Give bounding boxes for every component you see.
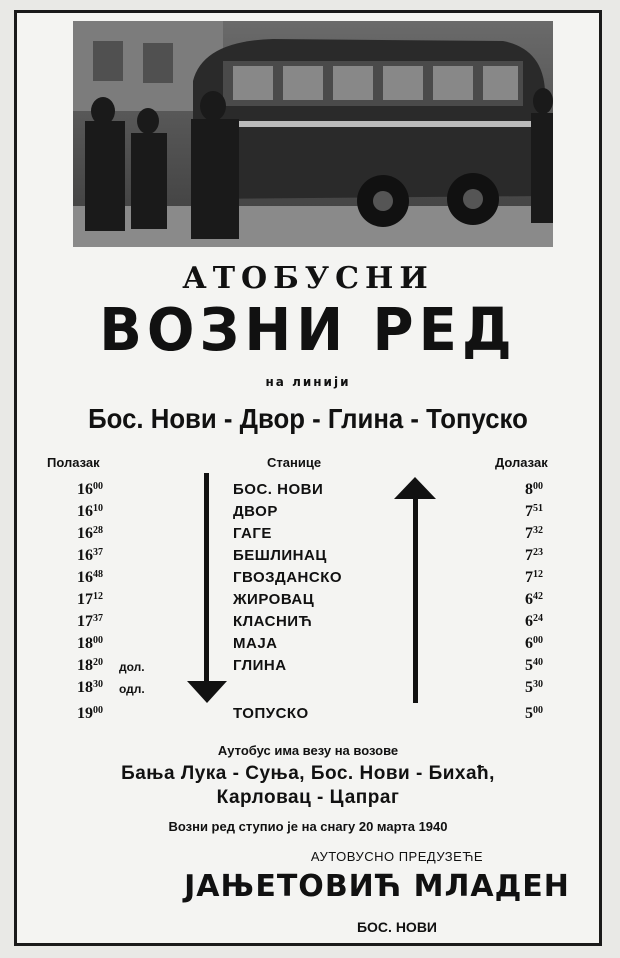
company-town: БОС. НОВИ	[356, 919, 437, 935]
company-name: ЈАЊЕТОВИЋ МЛАДЕН	[184, 869, 570, 904]
connections-intro: Аутобус има везу на возове	[217, 743, 399, 758]
station-header: Станице	[267, 455, 322, 470]
departure-time: $16^{37}$	[77, 547, 103, 564]
route-title: Бос. Нови - Двор - Глина - Топуско	[88, 403, 528, 434]
connections-line-1: Бања Лука - Суња, Бос. Нови - Бихаћ,	[121, 763, 495, 784]
arrival-time: $7^{23}$	[525, 547, 543, 564]
arrival-time: $5^{30}$	[525, 679, 543, 696]
station-name: БОС. НОВИ	[233, 481, 324, 498]
departure-time: $16^{10}$	[77, 503, 103, 520]
station-name: МАЈА	[233, 635, 278, 652]
time-note: одл.	[119, 682, 145, 696]
title-top: АТОБУСНИ	[182, 261, 434, 296]
line-label: на линији	[265, 375, 351, 389]
arrival-time: $6^{00}$	[525, 635, 543, 652]
departure-time: $16^{48}$	[77, 569, 103, 586]
station-name: ТОПУСКО	[233, 705, 309, 722]
arrival-time: $5^{00}$	[525, 705, 543, 722]
table-row	[17, 657, 605, 679]
departure-time: $18^{20}$	[77, 657, 103, 674]
table-row	[17, 481, 605, 503]
table-row	[17, 525, 605, 547]
arrival-time: $8^{00}$	[525, 481, 543, 498]
station-name: КЛАСНИЋ	[233, 613, 313, 630]
arrival-header: Долазак	[495, 455, 548, 470]
arrival-time: $7^{12}$	[525, 569, 543, 586]
departure-time: $18^{00}$	[77, 635, 103, 652]
departure-header: Полазак	[47, 455, 100, 470]
arrival-time: $7^{32}$	[525, 525, 543, 542]
departure-time: $17^{12}$	[77, 591, 103, 608]
departure-time: $16^{28}$	[77, 525, 103, 542]
table-row	[17, 705, 605, 727]
arrival-time: $6^{24}$	[525, 613, 543, 630]
arrival-time: $5^{40}$	[525, 657, 543, 674]
table-row	[17, 613, 605, 635]
table-row	[17, 591, 605, 613]
station-name: ГАГЕ	[233, 525, 272, 542]
table-row	[17, 679, 605, 701]
station-name: ЖИРОВАЦ	[233, 591, 315, 608]
departure-time: $17^{37}$	[77, 613, 103, 630]
station-name: ГЛИНА	[233, 657, 287, 674]
departure-time: $19^{00}$	[77, 705, 103, 722]
table-row	[17, 569, 605, 591]
table-row	[17, 547, 605, 569]
departure-time: $18^{30}$	[77, 679, 103, 696]
connections-line-2: Карловац - Цапраг	[216, 787, 400, 808]
arrival-time: $7^{51}$	[525, 503, 543, 520]
table-row	[17, 635, 605, 657]
title-main: ВОЗНИ РЕД	[99, 296, 517, 365]
arrival-time: $6^{42}$	[525, 591, 543, 608]
station-name: ДВОР	[233, 503, 278, 520]
station-name: БЕШЛИНАЦ	[233, 547, 327, 564]
station-name: ГВОЗДАНСКО	[233, 569, 343, 586]
poster-frame	[14, 10, 602, 946]
table-row	[17, 503, 605, 525]
time-note: дол.	[119, 660, 145, 674]
departure-time: $16^{00}$	[77, 481, 103, 498]
company-label: АУТОВУСНО ПРЕДУЗЕЋЕ	[310, 849, 484, 864]
effective-date: Возни ред ступио је на снагу 20 марта 1940	[168, 819, 448, 834]
